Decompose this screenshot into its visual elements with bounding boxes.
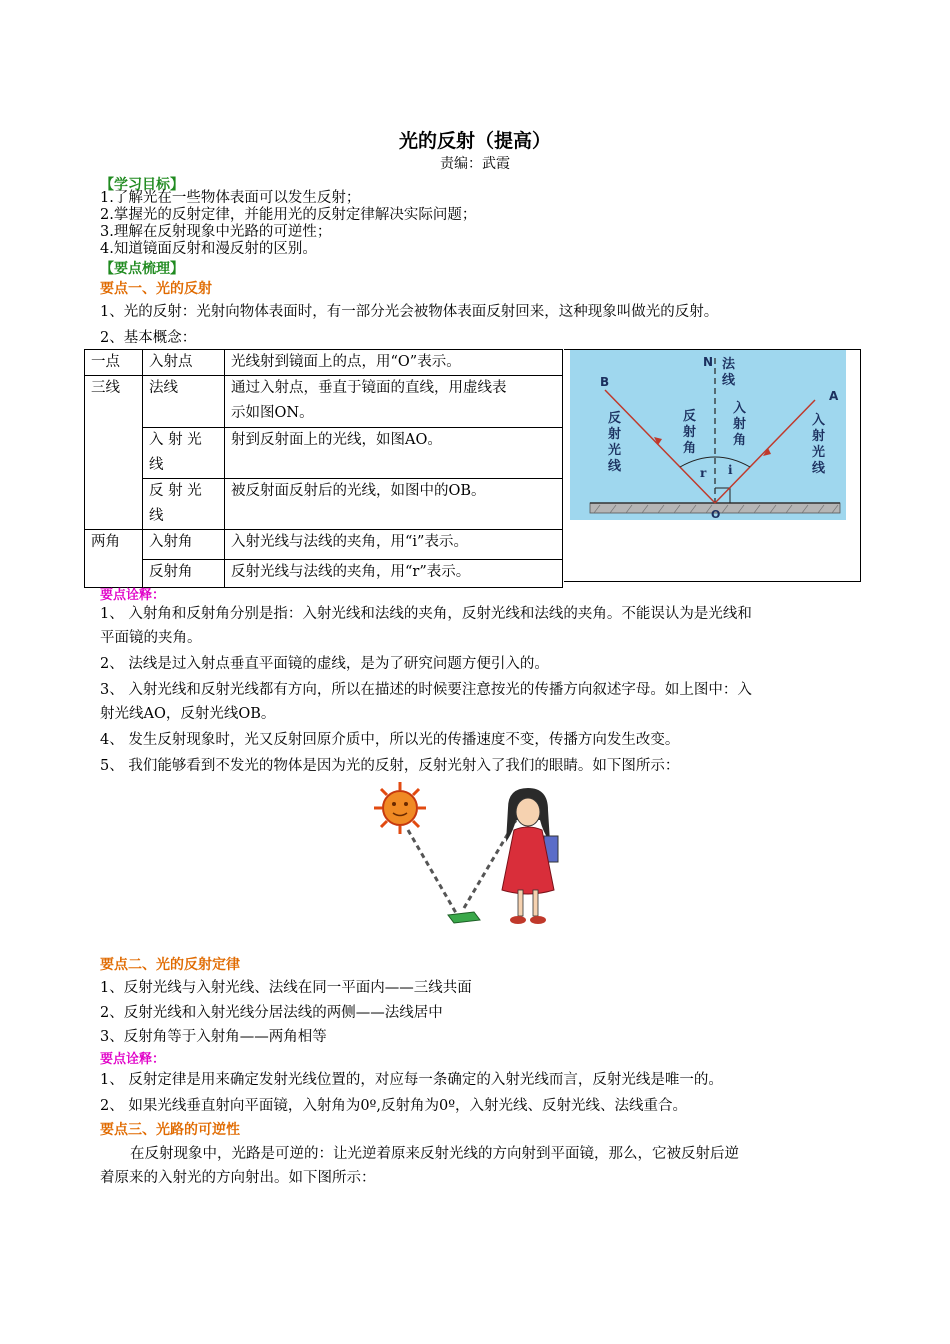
reflection-diagram <box>570 350 846 520</box>
note-item: 1、 反射定律是用来确定发射光线位置的，对应每一条确定的入射光线而言，反射光线是唯一的。 <box>100 1072 723 1088</box>
note-item: 2、 法线是过入射点垂直平面镜的虚线，是为了研究问题方便引入的。 <box>100 656 549 672</box>
label-reflect-angle: 角 <box>683 441 697 456</box>
point2-heading: 要点二、光的反射定律 <box>100 957 240 973</box>
label-incident-ray: 线 <box>812 461 826 476</box>
desc-cell: 射到反射面上的光线，如图AO。 <box>225 428 563 479</box>
point1-line1: 1、光的反射：光射向物体表面时，有一部分光会被物体表面反射回来，这种现象叫做光的反射。 <box>100 304 719 320</box>
note-item: 4、 发生反射现象时，光又反射回原介质中，所以光的传播速度不变，传播方向发生改变。 <box>100 732 680 748</box>
goal-item: 4.知道镜面反射和漫反射的区别。 <box>100 241 317 257</box>
label-normal: 线 <box>722 373 736 388</box>
label-incident-angle: 射 <box>733 417 747 432</box>
term-cell: 反射角 <box>143 560 225 588</box>
goal-item: 3.理解在反射现象中光路的可逆性； <box>100 224 332 240</box>
label-reflected-ray: 光 <box>608 443 622 458</box>
book-icon <box>448 912 480 923</box>
label-a: A <box>829 389 839 403</box>
law-item: 3、反射角等于入射角——两角相等 <box>100 1029 327 1045</box>
notes1-heading: 要点诠释： <box>100 588 166 603</box>
term-cell: 入射点 <box>143 350 225 376</box>
girl-icon <box>502 788 558 924</box>
desc-cell: 通过入射点，垂直于镜面的直线，用虚线表 示如图ON。 <box>225 376 563 428</box>
label-n: N <box>703 355 714 369</box>
label-incident-ray: 入 <box>812 413 826 428</box>
label-reflected-ray: 反 <box>608 411 622 426</box>
label-incident-ray: 光 <box>812 445 826 460</box>
concept-table <box>84 349 563 588</box>
group-two-angles: 两角 <box>85 530 143 588</box>
label-reflect-angle: 射 <box>683 425 697 440</box>
sun-icon <box>374 782 426 834</box>
desc-cell: 反射光线与法线的夹角，用“r”表示。 <box>225 560 563 588</box>
label-incident-ray: 射 <box>812 429 826 444</box>
label-reflect-angle: 反 <box>683 409 697 424</box>
group-three-lines: 三线 <box>85 376 143 530</box>
goal-item: 2.掌握光的反射定律，并能用光的反射定律解决实际问题； <box>100 207 477 223</box>
goal-item: 1.了解光在一些物体表面可以发生反射； <box>100 190 361 206</box>
label-reflected-ray: 线 <box>608 459 622 474</box>
group-one-point: 一点 <box>85 350 143 376</box>
goals-heading: 【学习目标】 <box>100 177 184 193</box>
term-cell: 反 射 光 线 <box>143 479 225 530</box>
point3-line1: 在反射现象中，光路是可逆的：让光逆着原来反射光线的方向射到平面镜，那么，它被反射后逆 <box>130 1146 739 1162</box>
label-i: i <box>728 463 733 477</box>
note-item: 3、 入射光线和反射光线都有方向，所以在描述的时候要注意按光的传播方向叙述字母。如上图中：入 <box>100 682 752 698</box>
editor-line: 责编：武霞 <box>440 156 510 172</box>
law-item: 2、反射光线和入射光线分居法线的两侧——法线居中 <box>100 1005 443 1021</box>
girl-sun-illustration <box>368 780 578 940</box>
label-o: O <box>711 508 721 520</box>
point1-heading: 要点一、光的反射 <box>100 281 212 297</box>
label-reflected-ray: 射 <box>608 427 622 442</box>
note-item: 1、 入射角和反射角分别是指：入射光线和法线的夹角，反射光线和法线的夹角。不能误认为是光线和 <box>100 606 752 622</box>
term-cell: 入 射 光 线 <box>143 428 225 479</box>
point3-line2: 着原来的入射光的方向射出。如下图所示： <box>100 1170 376 1186</box>
notes2-heading: 要点诠释： <box>100 1052 166 1067</box>
page-title: 光的反射（提高） <box>398 130 551 152</box>
note-item: 射光线AO，反射光线OB。 <box>100 706 276 722</box>
note-item: 5、 我们能够看到不发光的物体是因为光的反射，反射光射入了我们的眼睛。如下图所示： <box>100 758 680 774</box>
term-cell: 法线 <box>143 376 225 428</box>
note-item: 2、 如果光线垂直射向平面镜，入射角为0º,反射角为0º，入射光线、反射光线、法线重合。 <box>100 1098 688 1114</box>
label-incident-angle: 角 <box>733 433 747 448</box>
label-normal: 法 <box>722 357 736 372</box>
law-item: 1、反射光线与入射光线、法线在同一平面内——三线共面 <box>100 980 472 996</box>
desc-cell: 被反射面反射后的光线，如图中的OB。 <box>225 479 563 530</box>
point1-line2: 2、基本概念： <box>100 330 197 346</box>
sun-to-book-ray <box>408 830 456 913</box>
label-b: B <box>600 375 610 389</box>
point3-heading: 要点三、光路的可逆性 <box>100 1122 240 1138</box>
label-r: r <box>700 466 707 480</box>
note-item: 平面镜的夹角。 <box>100 630 202 646</box>
label-incident-angle: 入 <box>733 401 747 416</box>
desc-cell: 入射光线与法线的夹角，用“i”表示。 <box>225 530 563 560</box>
desc-cell: 光线射到镜面上的点，用“O”表示。 <box>225 350 563 376</box>
summary-heading: 【要点梳理】 <box>100 261 184 277</box>
term-cell: 入射角 <box>143 530 225 560</box>
